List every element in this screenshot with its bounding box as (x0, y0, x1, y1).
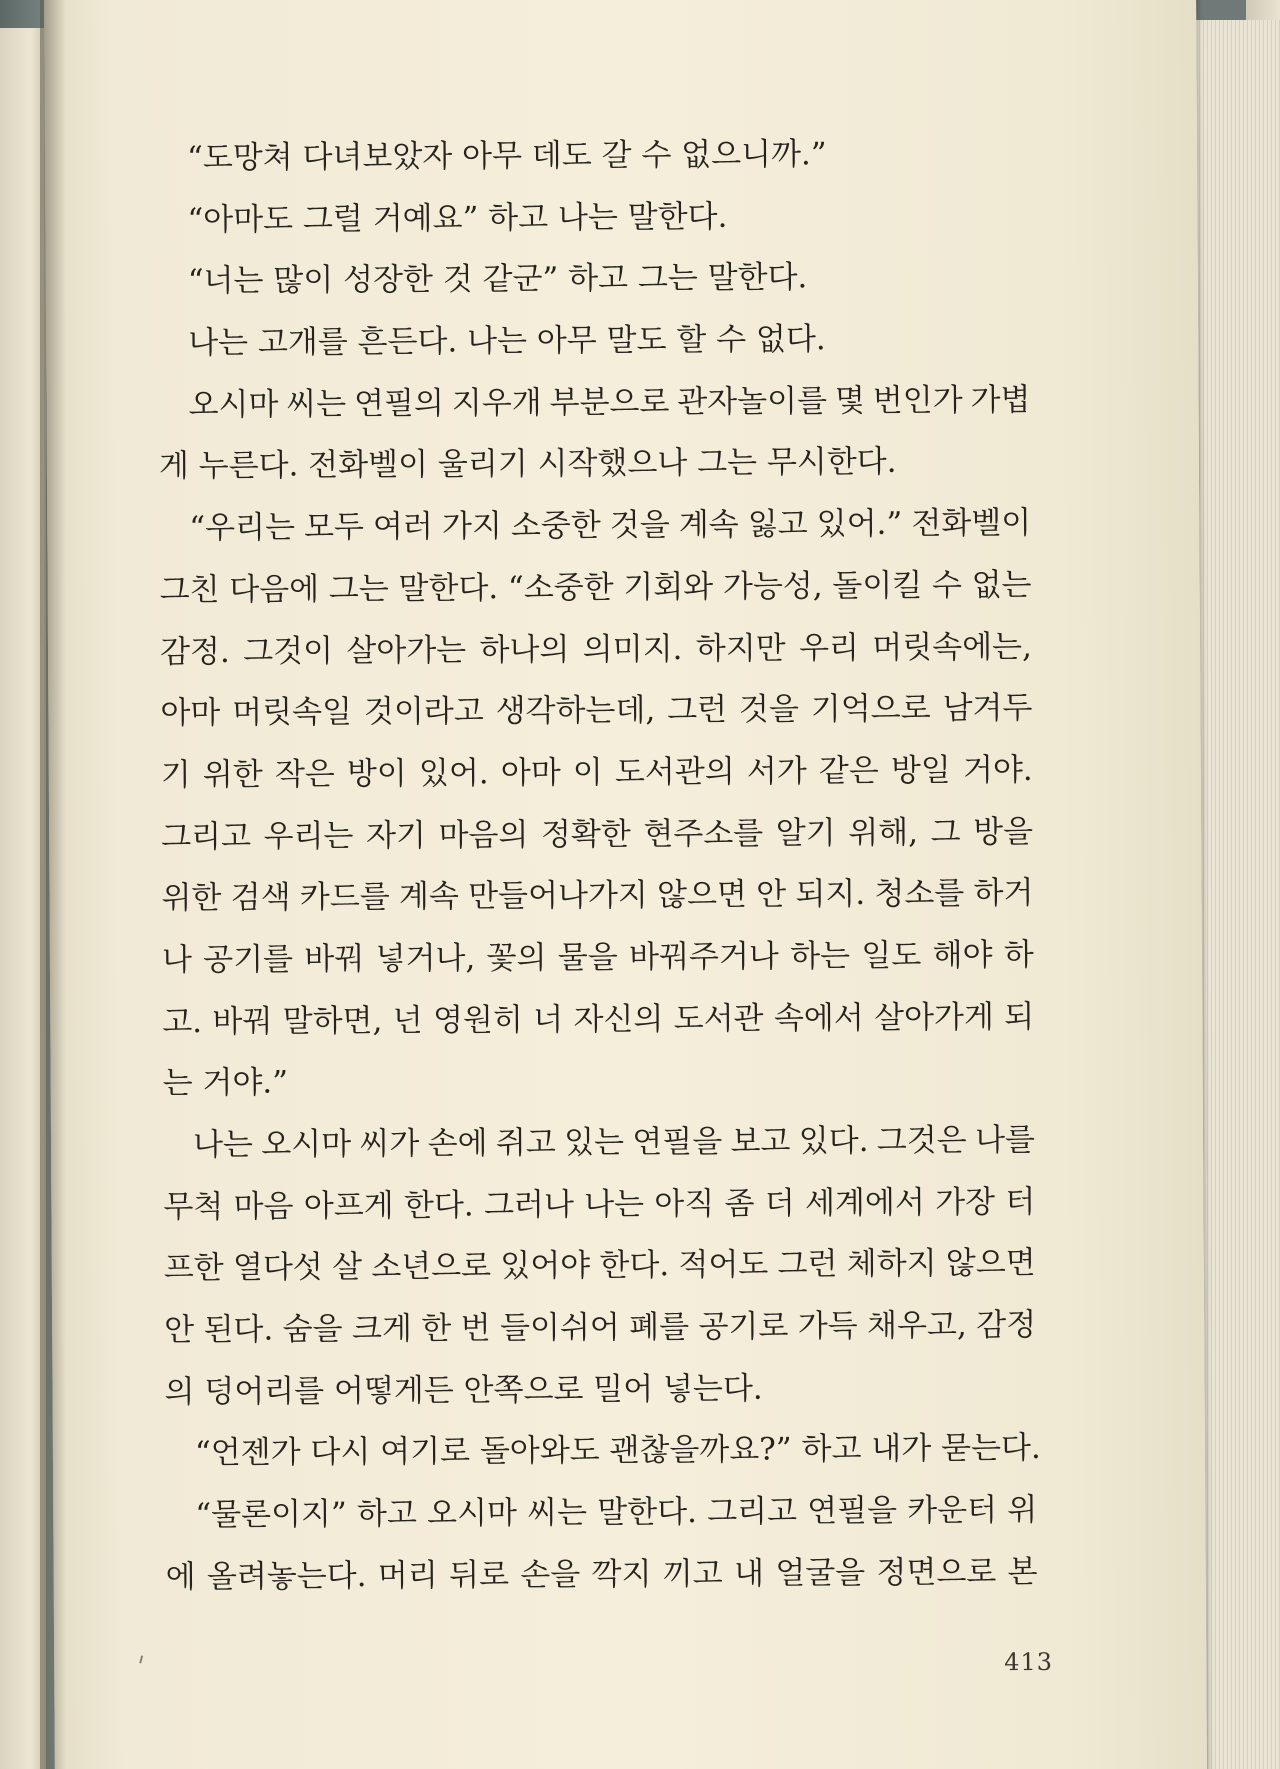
word: 정확한 (540, 815, 631, 853)
word: “소중한 (507, 569, 614, 606)
word: 그 (930, 813, 961, 851)
word: 현주소를 (643, 815, 764, 852)
word: 정면으로 (876, 1554, 997, 1591)
word: 것을 (609, 507, 670, 544)
word: 잃고 (747, 506, 808, 543)
book-page (44, 0, 1207, 1769)
word: 채우고, (866, 1307, 967, 1345)
word: 쥐고 (495, 1124, 556, 1162)
word: 터 (1005, 1183, 1036, 1220)
word: 끼고 (662, 1555, 723, 1593)
word: 손을 (520, 1556, 581, 1593)
word: 머릿속일 (232, 694, 353, 732)
word: 방이 (346, 755, 407, 793)
spine-shadow (40, 0, 66, 1769)
text-line (159, 555, 1031, 622)
word: 한 (421, 1310, 452, 1347)
word: 내 (733, 1555, 765, 1592)
word: 지우개 (451, 384, 542, 422)
word: 가능성, (722, 568, 823, 605)
word: 위한 (202, 756, 263, 793)
word: 소중한 (510, 507, 601, 545)
line-text: 의 덩어리를 어떻게든 안쪽으로 밀어 넣는다. (164, 1370, 763, 1411)
text-line (157, 123, 1029, 190)
word: 있어.” (816, 505, 903, 543)
word: 감정. (159, 633, 230, 670)
word: 세계에서 (804, 1184, 925, 1222)
word: 계속 (398, 878, 459, 916)
word: 그것은 (876, 1122, 967, 1159)
text-line (163, 1110, 1035, 1177)
word: 수 (931, 567, 963, 604)
line-text: 게 누른다. 전화벨이 울리기 시작했으나 그는 무시한다. (158, 444, 897, 485)
word: 남겨두 (942, 690, 1033, 727)
word: 그런 (667, 692, 728, 729)
word: 씨는 (527, 1494, 588, 1532)
word: 있어. (418, 755, 489, 792)
text-line (164, 1357, 1036, 1424)
word: 씨가 (359, 1125, 420, 1163)
word: 공기로 (698, 1308, 789, 1346)
word: 한다. (403, 1187, 474, 1224)
word: 아마 (160, 695, 221, 732)
word: 위 (1007, 1492, 1038, 1529)
text-line (157, 185, 1029, 252)
word: 같은 (818, 752, 879, 790)
word: 살아가는 (346, 631, 467, 669)
word: 말한다. (398, 570, 499, 607)
text-line (164, 1233, 1036, 1300)
word: 하 (1003, 936, 1034, 974)
word: 하고 (356, 1495, 417, 1533)
word: 감정 (976, 1307, 1037, 1344)
word: 숨을 (282, 1311, 343, 1348)
word: 아직 (654, 1185, 715, 1222)
word: 않으면 (945, 1245, 1036, 1282)
text-line (162, 925, 1034, 992)
word: 위해, (848, 814, 919, 851)
word: 자기 (365, 817, 427, 854)
line-text: “도망쳐 다녀보았자 아무 데도 갈 수 없으니까.” (186, 136, 827, 177)
word: 것을 (738, 691, 800, 728)
word: 된다. (203, 1311, 274, 1349)
word: 가지 (441, 508, 502, 545)
word: 몇 (834, 382, 865, 419)
word: 기회와 (623, 568, 714, 606)
word: 거야. (962, 751, 1033, 789)
word: 본 (1007, 1553, 1038, 1590)
word: 계속 (678, 506, 739, 544)
page-number: 413 (1004, 1647, 1054, 1677)
word: 알기 (775, 814, 836, 852)
word: 마음의 (438, 816, 529, 854)
word: 하나의 (479, 631, 570, 668)
text-line (165, 1480, 1037, 1547)
text-line (165, 1418, 1041, 1485)
word: 프한 (163, 1250, 224, 1287)
word: 있다. (798, 1122, 869, 1160)
word: 넣거나, (375, 940, 476, 977)
word: 해야 (932, 937, 993, 974)
word: “물론이지” (195, 1496, 347, 1534)
text-line (159, 493, 1031, 560)
text-line (158, 246, 1030, 313)
word: 바꿔주거나 (628, 938, 779, 976)
word: 머리 (377, 1557, 438, 1594)
word: 방을 (973, 813, 1034, 850)
word: 부분으로 (549, 383, 670, 421)
word: 작은 (274, 756, 335, 793)
text-line (159, 431, 1031, 498)
word: 연필의 (353, 385, 445, 422)
word: 체하지 (846, 1245, 937, 1283)
body-text (157, 123, 1041, 1609)
word: 영원히 (432, 1001, 523, 1039)
word: 관자놀이를 (677, 382, 828, 420)
word: 손에 (427, 1125, 488, 1162)
word: 나를 (974, 1121, 1036, 1159)
word: 말한다. (597, 1494, 698, 1531)
word: 나 (161, 942, 192, 979)
word: 도서관 (673, 1000, 764, 1037)
word: 소년으로 (371, 1248, 492, 1286)
word: 번 (460, 1310, 491, 1347)
word: 열다섯 (232, 1249, 323, 1287)
word: 씨는 (286, 385, 347, 423)
word: 번인가 (872, 382, 963, 419)
word: 가득 (797, 1308, 858, 1345)
word: 것이라고 (363, 693, 484, 731)
word: 하지만 (695, 629, 786, 667)
word: 공기를 (203, 941, 294, 978)
word: 오시마 (426, 1495, 518, 1532)
line-text: 는 거야.” (162, 1064, 289, 1102)
word: 살아가게 (873, 998, 994, 1036)
word: 말하면, (282, 1002, 383, 1040)
word: 좀 (724, 1185, 755, 1222)
word: 속에서 (773, 999, 864, 1037)
word: 우리는 (263, 817, 354, 855)
word: 너 (533, 1001, 564, 1038)
word: 의미지. (582, 630, 683, 668)
word: 그친 (159, 571, 220, 609)
word: 올려놓는다. (206, 1557, 367, 1595)
word: 들이쉬어 (499, 1309, 620, 1347)
text-line (160, 678, 1032, 745)
word: 더 (764, 1185, 795, 1222)
text-line (161, 802, 1033, 869)
word: 그리고 (707, 1493, 798, 1531)
word: 아마 (500, 754, 561, 792)
word: 연필을 (632, 1123, 723, 1161)
word: 그러나 (483, 1186, 574, 1224)
word: 카운터 (907, 1492, 998, 1529)
text-line (162, 987, 1034, 1054)
word: 서가 (746, 753, 807, 790)
word: 깍지 (591, 1556, 652, 1593)
word: 모두 (303, 509, 365, 546)
word: 에 (165, 1558, 196, 1596)
word: 있는 (564, 1124, 625, 1161)
word: 머릿속에는, (872, 628, 1033, 666)
word: 오시마 (261, 1126, 352, 1163)
word: 연필을 (807, 1492, 898, 1530)
word: 물을 (557, 939, 618, 976)
word: 그는 (328, 570, 389, 608)
text-line (162, 1048, 1034, 1115)
text-line (158, 370, 1030, 437)
word: 이 (572, 754, 603, 791)
word: 일도 (861, 937, 922, 974)
word: 무척 (163, 1188, 224, 1225)
text-line (164, 1295, 1036, 1362)
word: 위한 (161, 880, 222, 917)
text-line (161, 740, 1033, 807)
text-line (160, 616, 1032, 683)
word: 보고 (730, 1123, 791, 1160)
text-line (165, 1542, 1037, 1609)
text-line (163, 1172, 1035, 1239)
word: 자신의 (573, 1000, 664, 1038)
word: 그리고 (161, 818, 252, 855)
word: 여러 (372, 508, 433, 546)
line-text: “너는 많이 성장한 것 같군” 하고 그는 말한다. (187, 259, 808, 300)
word: 고. (162, 1003, 203, 1040)
word: 안 (164, 1312, 195, 1349)
word: 검색 (230, 879, 291, 917)
text-line (161, 863, 1033, 930)
word: 바꿔 (212, 1003, 273, 1040)
word: 기 (160, 756, 191, 794)
line-text: “아마도 그럴 거예요” 하고 나는 말한다. (187, 198, 728, 238)
word: 마음 (233, 1188, 294, 1225)
word: 폐를 (629, 1309, 690, 1346)
word: 만들어나가지 (468, 877, 648, 915)
word: 카드를 (299, 879, 390, 916)
word: 돌이킬 (832, 567, 923, 605)
text-line (158, 308, 1030, 375)
word: 않으면 (656, 876, 748, 914)
word: 적어도 (678, 1246, 769, 1284)
word: 안 (756, 876, 787, 913)
word: 되지. (795, 876, 866, 913)
word: 얼굴을 (775, 1554, 866, 1592)
word: 전화벨이 (911, 505, 1032, 542)
word: 살 (331, 1249, 363, 1286)
word: 한다. (599, 1247, 670, 1285)
word: 오시마 (188, 386, 279, 423)
word: 꽃의 (486, 939, 547, 977)
word: 있어야 (500, 1248, 591, 1285)
word: 나는 (192, 1126, 254, 1164)
stray-mark (139, 1655, 143, 1663)
word: 나는 (584, 1186, 645, 1223)
word: 되 (1004, 998, 1035, 1035)
word: 뒤로 (448, 1557, 510, 1594)
word: 가볍 (970, 381, 1031, 419)
word: 그것이 (243, 632, 334, 670)
word: 없는 (971, 566, 1032, 604)
word: 생각하는데, (495, 692, 656, 730)
word: 아프게 (303, 1187, 394, 1225)
word: 청소를 (874, 875, 965, 913)
word: 넌 (392, 1002, 423, 1039)
word: 하거 (973, 875, 1034, 912)
line-text: “언젠가 다시 여기로 돌아와도 괜찮을까요?” 하고 내가 묻는다. (194, 1430, 1041, 1472)
word: “우리는 (189, 509, 296, 547)
word: 그런 (777, 1246, 838, 1283)
word: 크게 (351, 1310, 413, 1348)
word: 우리 (798, 629, 860, 666)
word: 기억으로 (810, 690, 931, 728)
word: 도서관의 (614, 753, 735, 791)
word: 하는 (790, 938, 851, 975)
word: 바꿔 (304, 940, 365, 978)
word: 가장 (935, 1183, 996, 1221)
word: 방일 (890, 752, 951, 789)
word: 다음에 (229, 571, 320, 608)
line-text: 나는 고개를 흔든다. 나는 아무 말도 할 수 없다. (188, 321, 826, 362)
